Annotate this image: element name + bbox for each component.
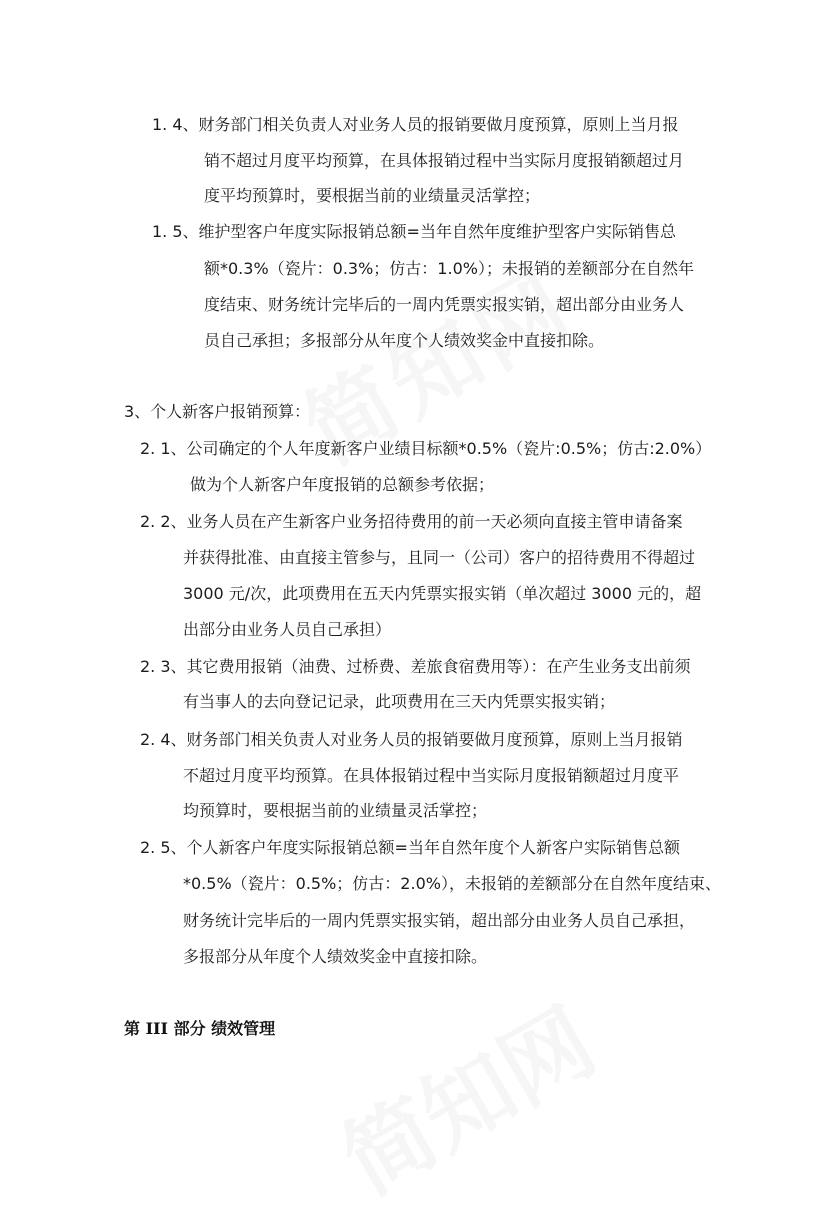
item-2-3-line-2: 有当事人的去向登记记录，此项费用在三天内凭票实报实销； [183,692,616,711]
item-2-4-line-3: 均预算时，要根据当前的业绩量灵活掌控； [183,801,488,820]
item-2-4-line-2: 不超过月度平均预算。在具体报销过程中当实际月度报销额超过月度平 [183,766,680,785]
part-3-heading: 第 III 部分 绩效管理 [124,1019,276,1038]
item-2-2-line-3: 3000 元/次，此项费用在五天内凭票实报实销（单次超过 3000 元的，超 [183,584,702,603]
item-1-5-line-4: 员自己承担；多报部分从年度个人绩效奖金中直接扣除。 [204,331,605,350]
item-1-5-line-2: 额*0.3%（瓷片：0.3%；仿古：1.0%）；未报销的差额部分在自然年 [204,259,694,278]
watermark [277,246,582,515]
item-2-1-line-1: 2. 1、公司确定的个人年度新客户业绩目标额*0.5%（瓷片:0.5%；仿古:2.0%） [140,439,712,458]
item-2-1-line-2: 做为个人新客户年度报销的总额参考依据； [190,475,495,494]
item-2-4-line-1: 2. 4、财务部门相关负责人对业务人员的报销要做月度预算，原则上当月报销 [140,730,683,749]
item-1-5-line-1: 1. 5、维护型客户年度实际报销总额=当年自然年度维护型客户实际销售总 [152,222,676,241]
item-1-4-line-2: 销不超过月度平均预算，在具体报销过程中当实际月度报销额超过月 [204,151,685,170]
item-2-2-line-4: 出部分由业务人员自己承担） [183,620,392,639]
item-2-5-line-2: *0.5%（瓷片：0.5%；仿古：2.0%），未报销的差额部分在自然年度结束、 [183,874,721,893]
item-2-5-line-3: 财务统计完毕后的一周内凭票实报实销，超出部分由业务人员自己承担， [183,911,696,930]
item-1-4-line-3: 度平均预算时，要根据当前的业绩量灵活掌控； [204,186,541,205]
item-1-4-line-1: 1. 4、财务部门相关负责人对业务人员的报销要做月度预算，原则上当月报 [152,115,679,134]
item-2-2-line-2: 并获得批准、由直接主管参与，且同一（公司）客户的招待费用不得超过 [183,548,696,567]
item-2-3-line-1: 2. 3、其它费用报销（油费、过桥费、差旅食宿费用等）：在产生业务支出前须 [140,657,691,676]
item-2-5-line-4: 多报部分从年度个人绩效奖金中直接扣除。 [183,947,488,966]
item-2-2-line-1: 2. 2、业务人员在产生新客户业务招待费用的前一天必须向直接主管申请备案 [140,512,683,531]
item-1-5-line-3: 度结束、财务统计完毕后的一周内凭票实报实销，超出部分由业务人 [204,295,685,314]
watermark-lower [316,971,615,1219]
section-3-title: 3、个人新客户报销预算： [124,402,311,421]
item-2-5-line-1: 2. 5、个人新客户年度实际报销总额=当年自然年度个人新客户实际销售总额 [140,838,680,857]
